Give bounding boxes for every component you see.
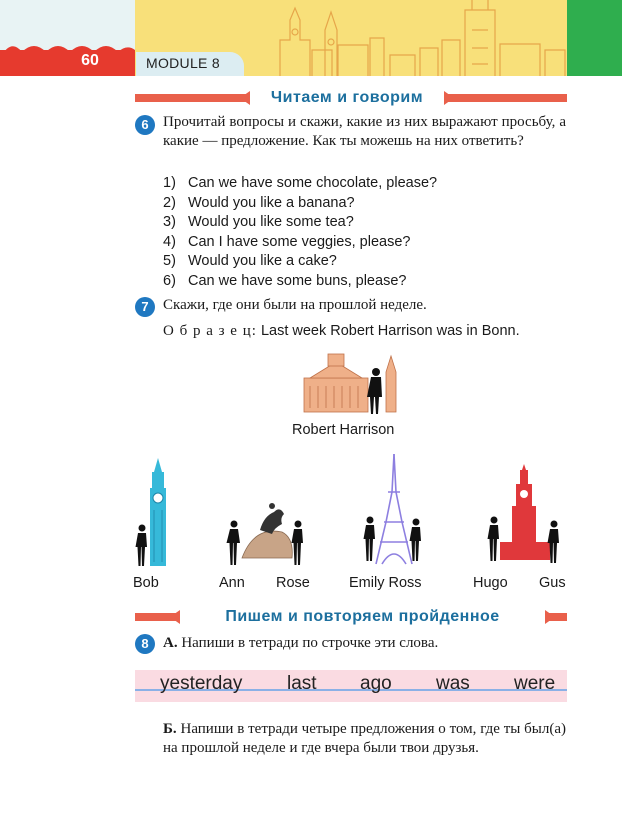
section-writing-title: Пишем и повторяем пройденное (180, 608, 545, 626)
module-label: MODULE 8 (146, 55, 220, 71)
big-ben-scene (134, 458, 174, 568)
exercise-7-sample (163, 322, 520, 341)
part-b-text: Напиши в тетради четыре предложения о том, где ты был(а) на прошлой неделе и где вчера были твои друзья. (163, 721, 567, 756)
list-item: 4) Can I have some veggies, please? (163, 233, 411, 250)
list-item: 3) Would you like some tea? (163, 214, 354, 230)
part-b-label: Б. (163, 721, 177, 737)
header-green-corner (567, 0, 622, 76)
header-red-band (0, 50, 135, 76)
exercise-7-badge: 7 (135, 297, 155, 317)
list-item: 2) Would you like a banana? (163, 194, 355, 211)
section-reading-arrow-right (444, 91, 454, 105)
kremlin-scene (486, 462, 566, 568)
caption-bob: Bob (133, 575, 159, 591)
word-ago: ago (360, 673, 392, 694)
part-a-text: Напиши в тетради по строчке эти слова. (181, 635, 439, 651)
bonn-townhall-scene (300, 350, 400, 416)
sample-label: О б р а з е ц: (163, 323, 257, 339)
word-were: were (514, 673, 556, 694)
list-item: 6) Can we have some buns, please? (163, 272, 407, 289)
exercise-8-part-b (163, 720, 566, 758)
caption-ann: Ann (219, 575, 245, 591)
caption-hugo: Hugo (473, 575, 508, 591)
page-number: 60 (81, 52, 99, 69)
exercise-6-badge: 6 (135, 115, 155, 135)
list-item: 1) Can we have some chocolate, please? (163, 175, 438, 191)
bronze-horseman-scene (224, 498, 310, 568)
eiffel-tower-scene (362, 452, 422, 568)
section-writing-arrow-left (170, 610, 180, 624)
section-reading-arrow-left (240, 91, 250, 105)
exercise-8-badge: 8 (135, 634, 155, 654)
word-yesterday: yesterday (160, 673, 243, 694)
list-item: 5) Would you like a cake? (163, 253, 337, 269)
part-a-label: А. (163, 635, 178, 651)
caption-gus: Gus (539, 575, 566, 591)
exercise-8-part-a (163, 634, 438, 653)
caption-emily-ross: Emily Ross (349, 575, 422, 591)
word-last: last (287, 673, 317, 694)
word-was: was (436, 673, 470, 694)
section-reading-title: Читаем и говорим (250, 89, 444, 107)
sample-text: Last week Robert Harrison was in Bonn. (260, 323, 520, 339)
caption-robert-harrison: Robert Harrison (292, 422, 395, 438)
exercise-6-instruction: Прочитай вопросы и скажи, какие из них выражают просьбу, а какие — предложение. Как ты можешь на них ответить? (163, 114, 566, 149)
exercise-7-instruction: Скажи, где они были на прошлой неделе. (163, 297, 427, 313)
section-writing-arrow-right (545, 610, 555, 624)
caption-rose: Rose (276, 575, 310, 591)
question-list (163, 174, 437, 291)
city-skyline-illustration (250, 0, 567, 76)
